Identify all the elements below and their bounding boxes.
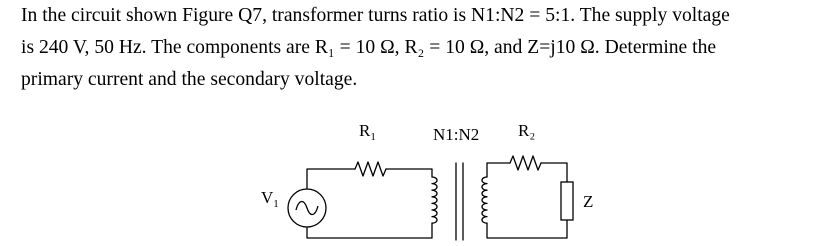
primary-top-wire-right [386, 169, 432, 177]
z-label: Z [583, 192, 594, 211]
question-line-3: primary current and the secondary voltage. [21, 69, 358, 90]
secondary-coil [482, 177, 487, 223]
turns-ratio-label: N1:N2 [433, 125, 480, 144]
z-impedance-box [561, 182, 573, 220]
secondary-bottom-wire [487, 220, 567, 238]
v1-label: $V_1$ [261, 188, 279, 210]
primary-coil [432, 177, 437, 223]
secondary-top-wire [487, 163, 510, 177]
r1-label: $R_1$ [359, 121, 376, 143]
primary-bottom-wire [307, 223, 432, 238]
primary-top-wire [307, 169, 355, 189]
r2-label: R₂ [518, 121, 536, 140]
secondary-right-wire [541, 163, 567, 182]
question-line-1: In the circuit shown Figure Q7, transformer turns ratio is N1:N2 = 5:1. The supply voltage [21, 5, 730, 26]
r1-resistor [355, 162, 386, 176]
question-line-2: is 240 V, 50 Hz. The components are R₁ = 10 Ω, R₂ = 10 Ω, and Z=j10 Ω. Determine the [21, 37, 717, 58]
r2-resistor [510, 156, 541, 170]
